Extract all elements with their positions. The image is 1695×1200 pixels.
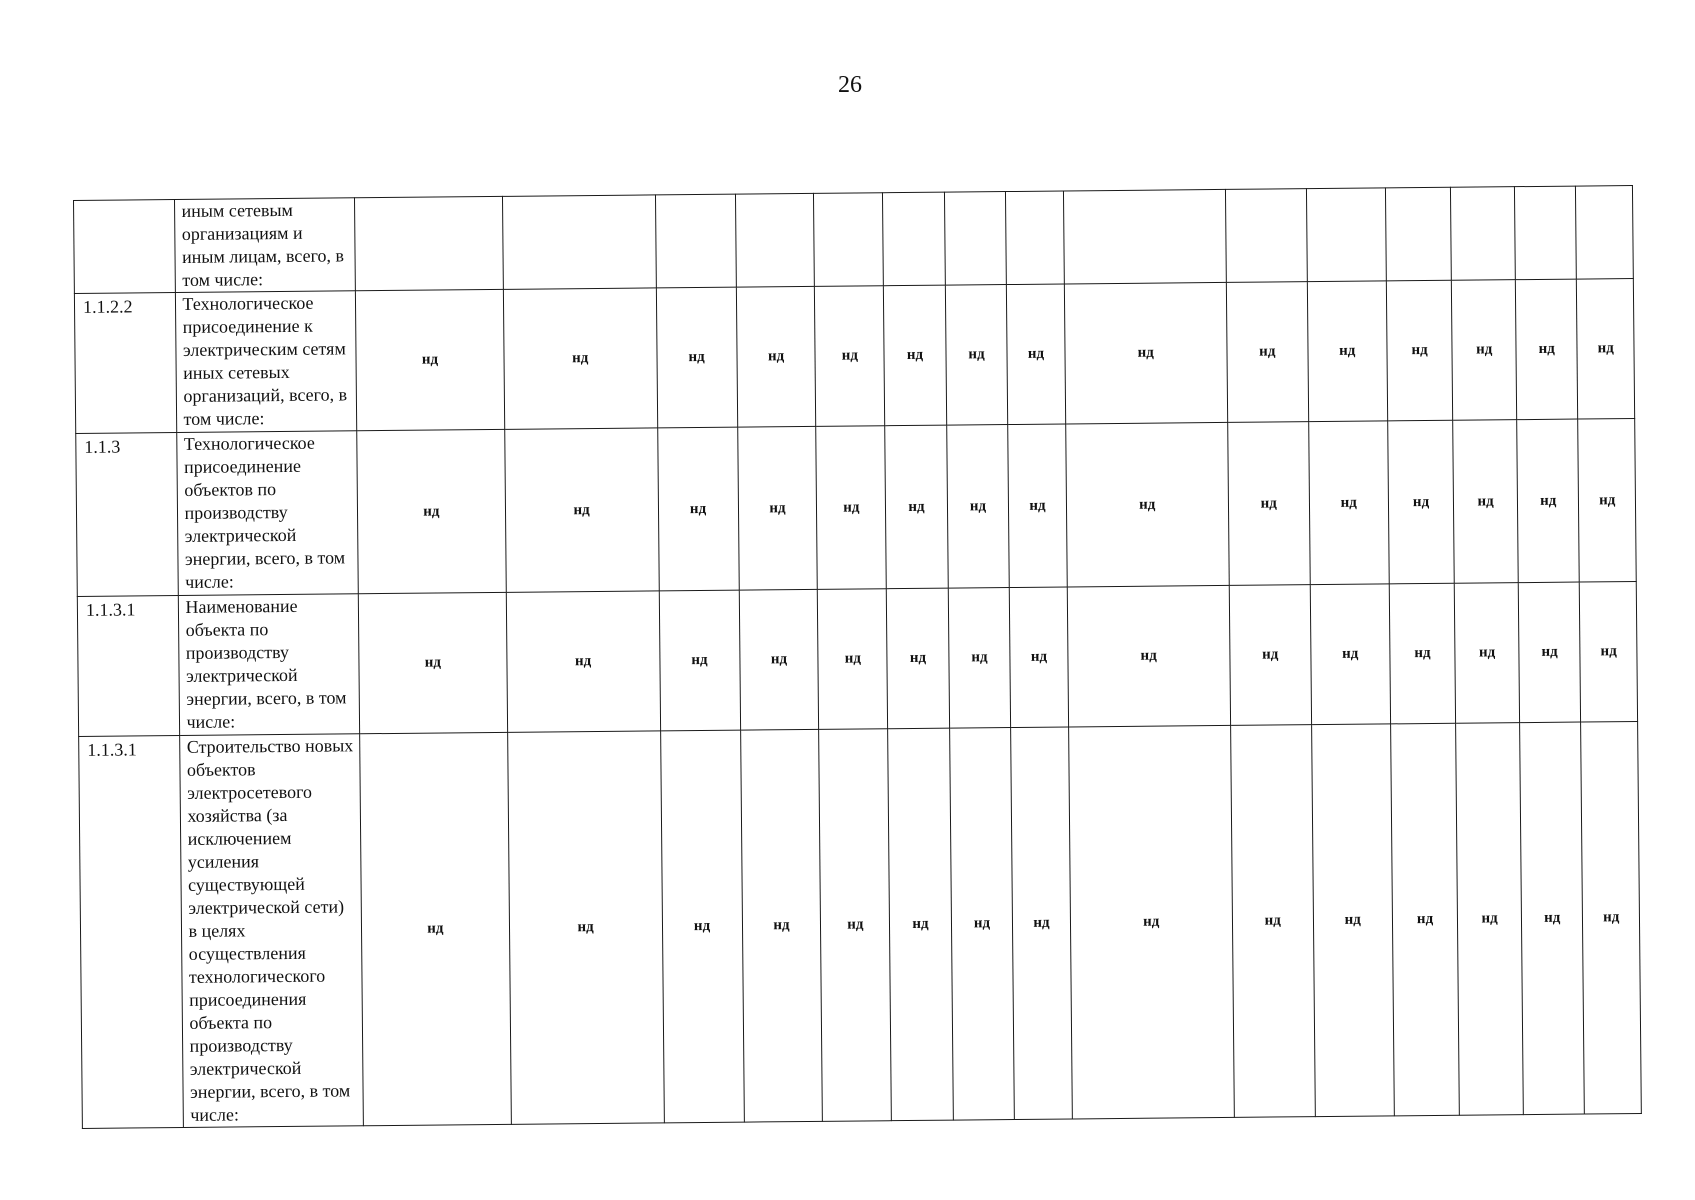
value-cell: нд <box>1068 725 1234 1119</box>
value-cell <box>1514 186 1576 280</box>
value-cell: нд <box>888 728 953 1121</box>
value-cell: нд <box>740 729 823 1122</box>
value-cell: нд <box>885 425 948 589</box>
value-cell <box>735 193 815 287</box>
value-cell: нд <box>1226 282 1308 423</box>
value-cell: нд <box>886 588 949 729</box>
value-cell: нд <box>1007 284 1066 425</box>
value-cell: нд <box>1229 585 1311 726</box>
value-cell <box>502 195 656 289</box>
value-cell: нд <box>1455 583 1520 724</box>
value-cell: нд <box>946 425 1009 589</box>
table-row <box>79 722 1642 1129</box>
value-cell: нд <box>737 426 818 590</box>
row-id: 1.1.3.1 <box>79 736 183 1129</box>
value-cell: нд <box>1578 419 1636 583</box>
value-cell: нд <box>1307 281 1387 422</box>
table-container <box>73 185 1642 1129</box>
value-cell <box>355 196 504 290</box>
value-cell: нд <box>358 592 507 733</box>
value-cell: нд <box>1064 282 1227 424</box>
value-cell: нд <box>819 729 891 1122</box>
row-description: Строительство новых объектов электросетевого хозяйства (за исключением усиления существующей электрической сети) в целях осуществления технологического присоединения объекта по производству электрической энергии, всего, в том числе: <box>179 734 363 1128</box>
value-cell: нд <box>1227 422 1310 586</box>
value-cell <box>883 192 945 286</box>
row-id: 1.1.3 <box>76 433 178 597</box>
value-cell: нд <box>360 732 511 1125</box>
value-cell <box>814 193 884 287</box>
page-number: 26 <box>838 72 862 98</box>
value-cell: нд <box>884 285 947 426</box>
value-cell: нд <box>815 286 885 427</box>
value-cell: нд <box>1065 422 1229 587</box>
row-id: 1.1.2.2 <box>74 293 176 434</box>
value-cell: нд <box>659 590 740 731</box>
value-cell: нд <box>357 429 506 593</box>
value-cell: нд <box>949 728 1014 1121</box>
table-row <box>76 419 1636 597</box>
value-cell: нд <box>1518 582 1581 723</box>
value-cell: нд <box>355 289 504 430</box>
row-description: иным сетевым организациям и иным лицам, всего, в том числе: <box>174 198 355 293</box>
value-cell: нд <box>507 731 664 1124</box>
value-cell: нд <box>656 287 737 428</box>
value-cell: нд <box>1577 279 1635 420</box>
value-cell: нд <box>1390 723 1459 1116</box>
value-cell: нд <box>1453 420 1518 584</box>
value-cell: нд <box>818 589 888 730</box>
value-cell: нд <box>660 730 744 1123</box>
value-cell: нд <box>948 588 1011 729</box>
value-cell: нд <box>1010 587 1069 728</box>
value-cell: нд <box>736 286 816 427</box>
value-cell: нд <box>1310 584 1390 725</box>
value-cell: нд <box>506 591 660 732</box>
value-cell: нд <box>1389 583 1456 724</box>
value-cell: нд <box>1067 585 1230 727</box>
value-cell: нд <box>1581 722 1641 1115</box>
value-cell <box>1576 186 1633 280</box>
value-cell: нд <box>1520 722 1585 1115</box>
value-cell: нд <box>1515 279 1578 420</box>
value-cell: нд <box>1452 280 1517 421</box>
value-cell: нд <box>504 428 658 592</box>
value-cell <box>944 192 1006 286</box>
value-cell: нд <box>503 288 657 429</box>
value-cell <box>1385 187 1452 281</box>
value-cell: нд <box>1456 723 1523 1116</box>
row-id: 1.1.3.1 <box>77 596 179 737</box>
value-cell: нд <box>657 427 739 591</box>
value-cell: нд <box>1386 280 1453 421</box>
value-cell <box>1225 189 1307 283</box>
value-cell <box>1006 191 1064 285</box>
value-cell: нд <box>1230 725 1315 1118</box>
row-id <box>74 200 175 294</box>
value-cell <box>1451 187 1515 281</box>
value-cell: нд <box>1387 420 1454 584</box>
value-cell: нд <box>945 285 1008 426</box>
value-cell <box>1306 188 1386 282</box>
row-description: Наименование объекта по производству электрической энергии, всего, в том числе: <box>178 594 360 736</box>
value-cell: нд <box>1517 419 1580 583</box>
value-cell: нд <box>1008 424 1067 588</box>
value-cell: нд <box>1580 582 1638 723</box>
value-cell: нд <box>739 589 819 730</box>
row-description: Технологическое присоединение к электрическим сетям иных сетевых организаций, всего, в том числе: <box>175 291 357 433</box>
value-cell: нд <box>1311 724 1394 1117</box>
value-cell <box>655 194 736 288</box>
value-cell: нд <box>816 426 886 590</box>
table-row <box>74 279 1634 434</box>
row-description: Технологическое присоединение объектов по производству электрической энергии, всего, в том числе: <box>176 431 358 596</box>
value-cell: нд <box>1011 727 1072 1120</box>
table-row <box>77 582 1637 737</box>
value-cell <box>1063 189 1226 284</box>
value-cell: нд <box>1308 421 1389 585</box>
table-row <box>74 186 1634 294</box>
data-table <box>73 185 1642 1129</box>
